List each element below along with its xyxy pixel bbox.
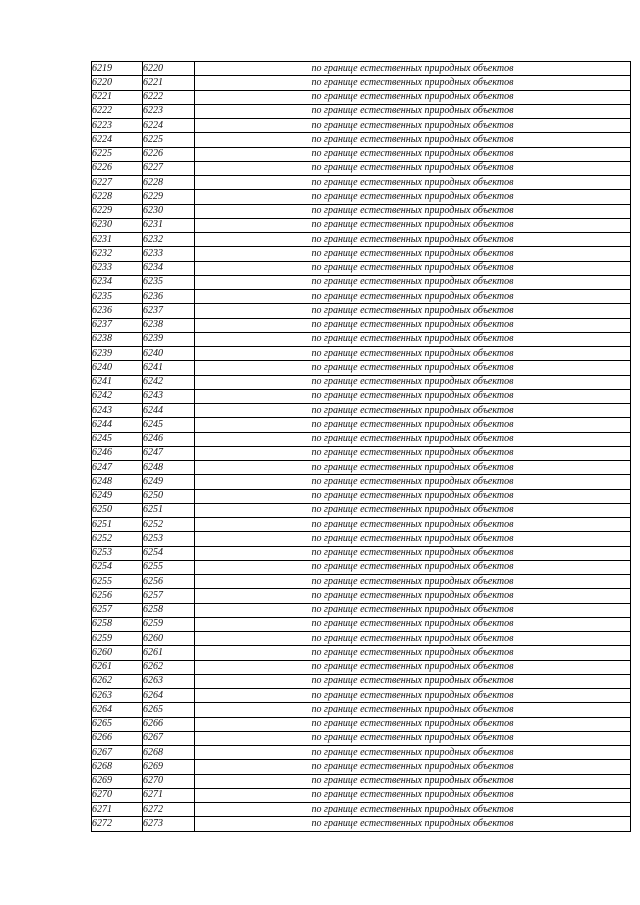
point-to-cell: 6272 — [143, 803, 195, 817]
point-to-cell: 6262 — [143, 660, 195, 674]
point-to-cell: 6246 — [143, 432, 195, 446]
table-row — [92, 731, 631, 745]
boundary-description-cell: по границе естественных природных объектов — [195, 318, 631, 332]
table-row — [92, 617, 631, 631]
boundary-description-cell: по границе естественных природных объектов — [195, 62, 631, 76]
boundary-description-cell: по границе естественных природных объектов — [195, 218, 631, 232]
point-to-cell: 6261 — [143, 646, 195, 660]
boundary-description-cell: по границе естественных природных объектов — [195, 717, 631, 731]
point-to-cell: 6226 — [143, 147, 195, 161]
boundary-description-cell: по границе естественных природных объектов — [195, 446, 631, 460]
boundary-description-cell: по границе естественных природных объектов — [195, 617, 631, 631]
point-from-cell: 6232 — [92, 247, 143, 261]
boundary-description-cell: по границе естественных природных объектов — [195, 190, 631, 204]
boundary-description-cell: по границе естественных природных объектов — [195, 332, 631, 346]
boundary-description-cell: по границе естественных природных объектов — [195, 674, 631, 688]
point-from-cell: 6258 — [92, 617, 143, 631]
point-from-cell: 6268 — [92, 760, 143, 774]
boundary-description-cell: по границе естественных природных объектов — [195, 503, 631, 517]
point-to-cell: 6224 — [143, 119, 195, 133]
boundary-description-cell: по границе естественных природных объектов — [195, 133, 631, 147]
point-to-cell: 6271 — [143, 788, 195, 802]
point-from-cell: 6234 — [92, 275, 143, 289]
table-row — [92, 119, 631, 133]
point-from-cell: 6230 — [92, 218, 143, 232]
table-body — [92, 62, 631, 832]
point-from-cell: 6267 — [92, 746, 143, 760]
boundary-description-cell: по границе естественных природных объектов — [195, 589, 631, 603]
point-from-cell: 6247 — [92, 461, 143, 475]
boundary-description-cell: по границе естественных природных объектов — [195, 803, 631, 817]
point-from-cell: 6266 — [92, 731, 143, 745]
table-row — [92, 489, 631, 503]
point-from-cell: 6259 — [92, 632, 143, 646]
point-to-cell: 6268 — [143, 746, 195, 760]
point-to-cell: 6267 — [143, 731, 195, 745]
point-from-cell: 6233 — [92, 261, 143, 275]
boundary-description-cell: по границе естественных природных объектов — [195, 774, 631, 788]
point-from-cell: 6237 — [92, 318, 143, 332]
point-to-cell: 6221 — [143, 76, 195, 90]
point-from-cell: 6269 — [92, 774, 143, 788]
table-row — [92, 404, 631, 418]
boundary-description-cell: по границе естественных природных объектов — [195, 418, 631, 432]
point-to-cell: 6251 — [143, 503, 195, 517]
table-row — [92, 589, 631, 603]
point-to-cell: 6220 — [143, 62, 195, 76]
point-to-cell: 6225 — [143, 133, 195, 147]
boundary-description-cell: по границе естественных природных объектов — [195, 731, 631, 745]
boundary-description-cell: по границе естественных природных объектов — [195, 746, 631, 760]
point-to-cell: 6249 — [143, 475, 195, 489]
point-to-cell: 6255 — [143, 560, 195, 574]
point-to-cell: 6273 — [143, 817, 195, 831]
table-row — [92, 76, 631, 90]
point-to-cell: 6228 — [143, 176, 195, 190]
boundary-description-cell: по границе естественных природных объектов — [195, 703, 631, 717]
point-from-cell: 6220 — [92, 76, 143, 90]
boundary-description-cell: по границе естественных природных объектов — [195, 147, 631, 161]
point-to-cell: 6236 — [143, 290, 195, 304]
point-to-cell: 6250 — [143, 489, 195, 503]
table-row — [92, 518, 631, 532]
point-to-cell: 6252 — [143, 518, 195, 532]
table-row — [92, 503, 631, 517]
boundary-description-cell: по границе естественных природных объектов — [195, 247, 631, 261]
table-row — [92, 332, 631, 346]
table-row — [92, 318, 631, 332]
table-row — [92, 275, 631, 289]
point-to-cell: 6266 — [143, 717, 195, 731]
point-to-cell: 6256 — [143, 575, 195, 589]
point-to-cell: 6270 — [143, 774, 195, 788]
table-row — [92, 432, 631, 446]
table-row — [92, 632, 631, 646]
point-to-cell: 6230 — [143, 204, 195, 218]
table-row — [92, 133, 631, 147]
boundary-description-cell: по границе естественных природных объектов — [195, 375, 631, 389]
point-from-cell: 6223 — [92, 119, 143, 133]
point-from-cell: 6260 — [92, 646, 143, 660]
point-from-cell: 6252 — [92, 532, 143, 546]
point-to-cell: 6232 — [143, 233, 195, 247]
point-from-cell: 6222 — [92, 104, 143, 118]
boundary-description-cell: по границе естественных природных объектов — [195, 90, 631, 104]
point-from-cell: 6263 — [92, 689, 143, 703]
boundary-description-cell: по границе естественных природных объектов — [195, 689, 631, 703]
point-from-cell: 6238 — [92, 332, 143, 346]
boundary-description-cell: по границе естественных природных объектов — [195, 646, 631, 660]
boundary-description-cell: по границе естественных природных объектов — [195, 347, 631, 361]
point-from-cell: 6261 — [92, 660, 143, 674]
boundary-description-cell: по границе естественных природных объектов — [195, 176, 631, 190]
point-from-cell: 6251 — [92, 518, 143, 532]
point-from-cell: 6231 — [92, 233, 143, 247]
table-row — [92, 788, 631, 802]
point-from-cell: 6227 — [92, 176, 143, 190]
point-to-cell: 6241 — [143, 361, 195, 375]
table-row — [92, 190, 631, 204]
boundary-description-cell: по границе естественных природных объектов — [195, 275, 631, 289]
point-from-cell: 6256 — [92, 589, 143, 603]
point-from-cell: 6264 — [92, 703, 143, 717]
table-row — [92, 218, 631, 232]
point-to-cell: 6257 — [143, 589, 195, 603]
boundary-description-cell: по границе естественных природных объектов — [195, 461, 631, 475]
point-from-cell: 6221 — [92, 90, 143, 104]
table-row — [92, 290, 631, 304]
point-to-cell: 6265 — [143, 703, 195, 717]
point-to-cell: 6243 — [143, 389, 195, 403]
point-from-cell: 6239 — [92, 347, 143, 361]
table-row — [92, 418, 631, 432]
table-row — [92, 247, 631, 261]
table-row — [92, 717, 631, 731]
table-row — [92, 446, 631, 460]
point-to-cell: 6245 — [143, 418, 195, 432]
point-from-cell: 6253 — [92, 546, 143, 560]
table-row — [92, 375, 631, 389]
point-from-cell: 6236 — [92, 304, 143, 318]
table-row — [92, 746, 631, 760]
point-from-cell: 6245 — [92, 432, 143, 446]
point-from-cell: 6242 — [92, 389, 143, 403]
point-to-cell: 6235 — [143, 275, 195, 289]
point-from-cell: 6248 — [92, 475, 143, 489]
boundary-description-cell: по границе естественных природных объектов — [195, 161, 631, 175]
point-from-cell: 6219 — [92, 62, 143, 76]
table-row — [92, 161, 631, 175]
table-row — [92, 204, 631, 218]
boundary-description-cell: по границе естественных природных объектов — [195, 119, 631, 133]
point-to-cell: 6254 — [143, 546, 195, 560]
point-from-cell: 6254 — [92, 560, 143, 574]
point-from-cell: 6244 — [92, 418, 143, 432]
point-to-cell: 6247 — [143, 446, 195, 460]
boundary-description-cell: по границе естественных природных объектов — [195, 518, 631, 532]
table-row — [92, 461, 631, 475]
table-row — [92, 774, 631, 788]
boundary-description-cell: по границе естественных природных объектов — [195, 632, 631, 646]
table-row — [92, 532, 631, 546]
point-to-cell: 6233 — [143, 247, 195, 261]
point-to-cell: 6259 — [143, 617, 195, 631]
point-to-cell: 6222 — [143, 90, 195, 104]
boundary-description-cell: по границе естественных природных объектов — [195, 817, 631, 831]
boundary-description-cell: по границе естественных природных объектов — [195, 233, 631, 247]
point-to-cell: 6269 — [143, 760, 195, 774]
point-to-cell: 6264 — [143, 689, 195, 703]
boundary-description-cell: по границе естественных природных объектов — [195, 603, 631, 617]
point-from-cell: 6226 — [92, 161, 143, 175]
boundary-description-cell: по границе естественных природных объектов — [195, 760, 631, 774]
point-to-cell: 6258 — [143, 603, 195, 617]
table-row — [92, 233, 631, 247]
point-from-cell: 6241 — [92, 375, 143, 389]
table-row — [92, 689, 631, 703]
point-from-cell: 6225 — [92, 147, 143, 161]
point-from-cell: 6229 — [92, 204, 143, 218]
boundary-description-cell: по границе естественных природных объектов — [195, 788, 631, 802]
boundary-description-cell: по границе естественных природных объектов — [195, 404, 631, 418]
point-from-cell: 6250 — [92, 503, 143, 517]
boundary-description-cell: по границе естественных природных объектов — [195, 660, 631, 674]
point-to-cell: 6253 — [143, 532, 195, 546]
point-from-cell: 6257 — [92, 603, 143, 617]
boundary-description-table — [91, 61, 631, 832]
point-from-cell: 6262 — [92, 674, 143, 688]
boundary-description-cell: по границе естественных природных объектов — [195, 361, 631, 375]
point-to-cell: 6244 — [143, 404, 195, 418]
table-row — [92, 674, 631, 688]
boundary-description-cell: по границе естественных природных объектов — [195, 532, 631, 546]
boundary-description-cell: по границе естественных природных объектов — [195, 546, 631, 560]
point-to-cell: 6239 — [143, 332, 195, 346]
point-to-cell: 6227 — [143, 161, 195, 175]
boundary-description-cell: по границе естественных природных объектов — [195, 389, 631, 403]
boundary-description-cell: по границе естественных природных объектов — [195, 261, 631, 275]
boundary-description-cell: по границе естественных природных объектов — [195, 304, 631, 318]
point-to-cell: 6240 — [143, 347, 195, 361]
point-to-cell: 6238 — [143, 318, 195, 332]
point-to-cell: 6237 — [143, 304, 195, 318]
boundary-description-cell: по границе естественных природных объектов — [195, 104, 631, 118]
point-to-cell: 6231 — [143, 218, 195, 232]
table-row — [92, 560, 631, 574]
point-to-cell: 6223 — [143, 104, 195, 118]
table-row — [92, 703, 631, 717]
point-from-cell: 6224 — [92, 133, 143, 147]
boundary-description-cell: по границе естественных природных объектов — [195, 432, 631, 446]
table-row — [92, 546, 631, 560]
point-to-cell: 6260 — [143, 632, 195, 646]
boundary-description-cell: по границе естественных природных объектов — [195, 290, 631, 304]
table-row — [92, 646, 631, 660]
table-row — [92, 660, 631, 674]
table-row — [92, 304, 631, 318]
boundary-description-cell: по границе естественных природных объектов — [195, 560, 631, 574]
point-from-cell: 6270 — [92, 788, 143, 802]
table-row — [92, 347, 631, 361]
point-from-cell: 6255 — [92, 575, 143, 589]
table-row — [92, 475, 631, 489]
table-row — [92, 575, 631, 589]
point-to-cell: 6242 — [143, 375, 195, 389]
point-from-cell: 6249 — [92, 489, 143, 503]
table-row — [92, 603, 631, 617]
table-row — [92, 176, 631, 190]
point-from-cell: 6246 — [92, 446, 143, 460]
table-row — [92, 817, 631, 831]
table-row — [92, 90, 631, 104]
point-from-cell: 6265 — [92, 717, 143, 731]
point-to-cell: 6248 — [143, 461, 195, 475]
point-to-cell: 6263 — [143, 674, 195, 688]
table-row — [92, 104, 631, 118]
point-from-cell: 6235 — [92, 290, 143, 304]
table-row — [92, 62, 631, 76]
table-row — [92, 760, 631, 774]
point-to-cell: 6234 — [143, 261, 195, 275]
point-from-cell: 6272 — [92, 817, 143, 831]
point-from-cell: 6228 — [92, 190, 143, 204]
point-to-cell: 6229 — [143, 190, 195, 204]
table-row — [92, 261, 631, 275]
table-row — [92, 803, 631, 817]
point-from-cell: 6240 — [92, 361, 143, 375]
point-from-cell: 6243 — [92, 404, 143, 418]
table-row — [92, 147, 631, 161]
boundary-description-cell: по границе естественных природных объектов — [195, 475, 631, 489]
table-row — [92, 361, 631, 375]
boundary-description-cell: по границе естественных природных объектов — [195, 575, 631, 589]
boundary-description-cell: по границе естественных природных объектов — [195, 76, 631, 90]
table-row — [92, 389, 631, 403]
boundary-description-cell: по границе естественных природных объектов — [195, 204, 631, 218]
point-from-cell: 6271 — [92, 803, 143, 817]
boundary-description-cell: по границе естественных природных объектов — [195, 489, 631, 503]
